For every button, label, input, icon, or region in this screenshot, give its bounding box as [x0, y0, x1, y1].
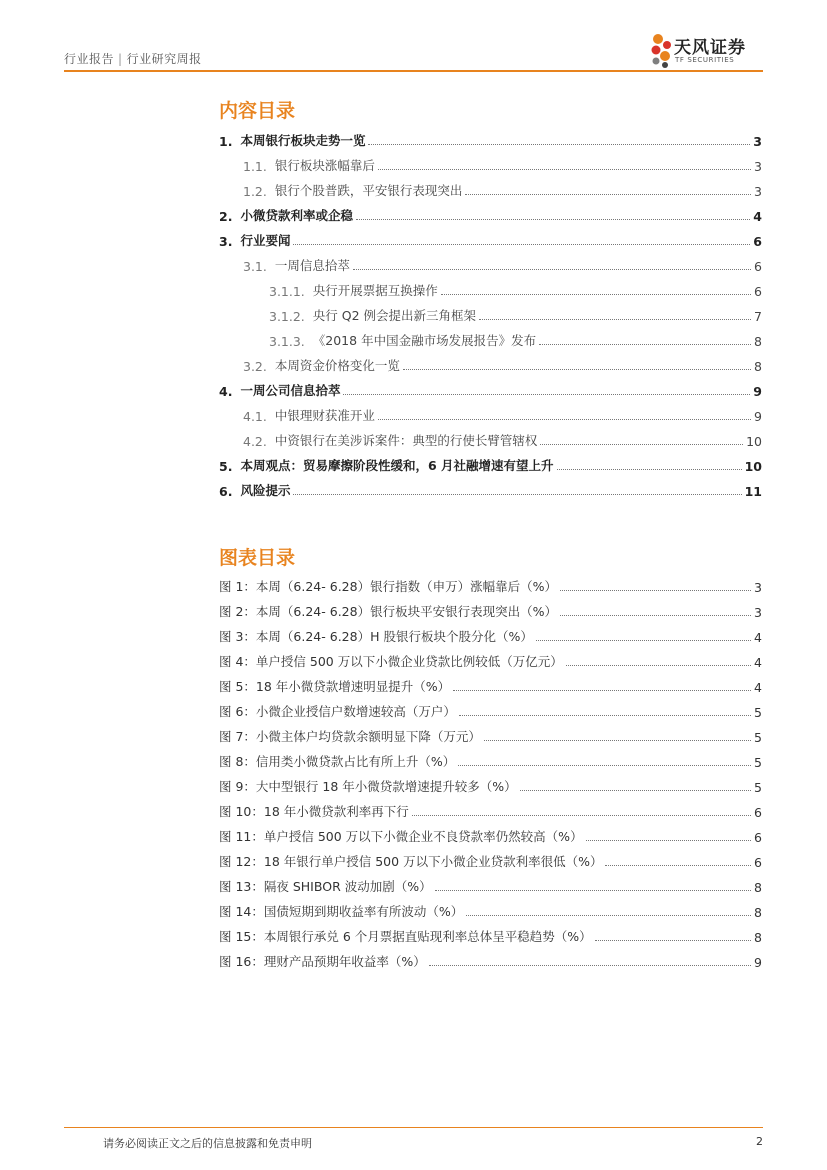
toc-entry-number: 3.2. — [243, 359, 267, 374]
toc-entry-page: 6 — [754, 284, 762, 299]
toc-entry-number: 1.2. — [243, 184, 267, 199]
toc-entry-page: 11 — [744, 484, 762, 499]
dot-leader — [566, 665, 751, 666]
dot-leader — [435, 890, 751, 891]
toc-entry-title: 《2018 年中国金融市场发展报告》发布 — [312, 333, 537, 348]
toc-entry-number: 3. — [219, 234, 233, 249]
figure-entry-title: 图 10：18 年小微贷款利率再下行 — [219, 804, 409, 819]
page-number: 2 — [756, 1135, 763, 1148]
toc-entry-page: 3 — [753, 134, 762, 149]
toc-entry-number: 4. — [219, 384, 233, 399]
figure-list — [219, 570, 762, 970]
toc-entry-title: 本周观点：贸易摩擦阶段性缓和，6 月社融增速有望上升 — [240, 458, 554, 473]
dot-leader — [343, 394, 750, 395]
toc-entry-page: 6 — [754, 259, 762, 274]
figure-entry[interactable] — [219, 620, 762, 645]
dot-leader — [458, 765, 751, 766]
dot-leader — [466, 915, 751, 916]
figure-entry[interactable] — [219, 595, 762, 620]
toc-entry-title: 央行开展票据互换操作 — [312, 283, 438, 298]
figure-entry[interactable] — [219, 870, 762, 895]
figure-entry-title: 图 15：本周银行承兑 6 个月票据直贴现利率总体呈平稳趋势（%） — [219, 929, 592, 944]
disclaimer-text: 请务必阅读正文之后的信息披露和免责申明 — [103, 1137, 312, 1150]
figure-entry-title: 图 2：本周（6.24- 6.28）银行板块平安银行表现突出（%） — [219, 604, 557, 619]
dot-leader — [520, 790, 751, 791]
figure-entry-title: 图 5：18 年小微贷款增速明显提升（%） — [219, 679, 451, 694]
toc-entry-number: 4.1. — [243, 409, 267, 424]
toc-entry-page: 8 — [754, 359, 762, 374]
toc-list — [219, 124, 762, 499]
figure-entry-title: 图 14：国债短期到期收益率有所波动（%） — [219, 904, 464, 919]
toc-entry-title: 中资银行在美涉诉案件：典型的行使长臂管辖权 — [274, 433, 538, 448]
figure-entry-page: 5 — [754, 780, 762, 795]
figure-entry[interactable] — [219, 720, 762, 745]
toc-entry-title: 本周银行板块走势一览 — [240, 133, 366, 148]
toc-entry-page: 6 — [753, 234, 762, 249]
dot-leader — [539, 344, 751, 345]
toc-entry-page: 9 — [753, 384, 762, 399]
toc-entry[interactable] — [219, 374, 762, 399]
dot-leader — [484, 740, 751, 741]
figure-entry[interactable] — [219, 645, 762, 670]
toc-entry[interactable] — [219, 399, 762, 424]
figure-entry-title: 图 4：单户授信 500 万以下小微企业贷款比例较低（万亿元） — [219, 654, 563, 669]
figure-entry-title: 图 11：单户授信 500 万以下小微企业不良贷款率仍然较高（%） — [219, 829, 583, 844]
toc-entry-title: 一周信息拾萃 — [274, 258, 350, 273]
figure-entry-page: 6 — [754, 855, 762, 870]
figure-entry-title: 图 16：理财产品预期年收益率（%） — [219, 954, 426, 969]
toc-entry[interactable] — [219, 149, 762, 174]
dot-leader — [293, 244, 750, 245]
dot-leader — [353, 269, 751, 270]
dot-leader — [595, 940, 751, 941]
dot-leader — [557, 469, 742, 470]
toc-entry-number: 2. — [219, 209, 233, 224]
toc-entry-page: 3 — [754, 184, 762, 199]
dot-leader — [479, 319, 751, 320]
dot-leader — [378, 419, 751, 420]
figure-entry-title: 图 12：18 年银行单户授信 500 万以下小微企业贷款利率很低（%） — [219, 854, 603, 869]
figure-entry[interactable] — [219, 670, 762, 695]
toc-entry[interactable] — [219, 249, 762, 274]
figure-entry[interactable] — [219, 570, 762, 595]
figure-entry-page: 3 — [754, 605, 762, 620]
toc-entry-page: 9 — [754, 409, 762, 424]
toc-entry-page: 10 — [744, 459, 762, 474]
toc-entry[interactable] — [219, 324, 762, 349]
toc-entry-number: 3.1.1. — [269, 284, 305, 299]
toc-entry-page: 4 — [753, 209, 762, 224]
figure-entry[interactable] — [219, 895, 762, 920]
brand-subtitle: TF SECURITIES — [675, 56, 735, 64]
dot-leader — [378, 169, 751, 170]
toc-entry-number: 1.1. — [243, 159, 267, 174]
toc-entry[interactable] — [219, 124, 762, 149]
toc-entry-number: 3.1.3. — [269, 334, 305, 349]
toc-entry-number: 4.2. — [243, 434, 267, 449]
figure-entry-page: 4 — [754, 655, 762, 670]
toc-entry-title: 一周公司信息拾萃 — [240, 383, 341, 398]
figure-entry-page: 8 — [754, 880, 762, 895]
toc-entry-number: 3.1.2. — [269, 309, 305, 324]
figure-entry-title: 图 6：小微企业授信户数增速较高（万户） — [219, 704, 456, 719]
dot-leader — [293, 494, 741, 495]
toc-entry[interactable] — [219, 349, 762, 374]
toc-entry-title: 银行个股普跌，平安银行表现突出 — [274, 183, 463, 198]
header-separator: | — [118, 52, 123, 66]
figure-entry-title: 图 13：隔夜 SHIBOR 波动加剧（%） — [219, 879, 432, 894]
dot-leader — [441, 294, 751, 295]
dot-leader — [403, 369, 751, 370]
toc-entry[interactable] — [219, 174, 762, 199]
toc-entry-title: 风险提示 — [240, 483, 291, 498]
figure-entry-page: 9 — [754, 955, 762, 970]
figure-entry-title: 图 1：本周（6.24- 6.28）银行指数（申万）涨幅靠后（%） — [219, 579, 557, 594]
figure-entry[interactable] — [219, 945, 762, 970]
dot-leader — [560, 590, 751, 591]
toc-entry[interactable] — [219, 424, 762, 449]
dot-leader — [560, 615, 751, 616]
toc-entry-number: 6. — [219, 484, 233, 499]
toc-entry-page: 3 — [754, 159, 762, 174]
figure-entry-page: 6 — [754, 830, 762, 845]
figure-entry-page: 8 — [754, 930, 762, 945]
figure-entry[interactable] — [219, 845, 762, 870]
figure-entry-page: 6 — [754, 805, 762, 820]
toc-entry-title: 中银理财获准开业 — [274, 408, 375, 423]
toc-entry-number: 5. — [219, 459, 233, 474]
toc-title: 内容目录 — [219, 100, 296, 122]
header-divider — [64, 70, 763, 72]
dot-leader — [368, 144, 750, 145]
report-type-label — [64, 50, 202, 67]
toc-entry-title: 央行 Q2 例会提出新三角框架 — [312, 308, 477, 323]
figure-entry[interactable] — [219, 695, 762, 720]
figure-entry[interactable] — [219, 820, 762, 845]
dot-leader — [459, 715, 751, 716]
report-subcategory: 行业研究周报 — [126, 52, 202, 66]
figure-entry-title: 图 8：信用类小微贷款占比有所上升（%） — [219, 754, 456, 769]
figure-entry-title: 图 3：本周（6.24- 6.28）H 股银行板块个股分化（%） — [219, 629, 533, 644]
dot-leader — [586, 840, 751, 841]
toc-entry-number: 1. — [219, 134, 233, 149]
figure-entry[interactable] — [219, 745, 762, 770]
figure-entry-page: 8 — [754, 905, 762, 920]
toc-entry-page: 7 — [754, 309, 762, 324]
figure-entry-page: 4 — [754, 680, 762, 695]
dot-leader — [605, 865, 751, 866]
dot-leader — [540, 444, 743, 445]
figure-entry-page: 4 — [754, 630, 762, 645]
footer-divider — [64, 1127, 763, 1128]
toc-entry[interactable] — [219, 224, 762, 249]
toc-entry-title: 小微贷款利率或企稳 — [240, 208, 353, 223]
brand-name: 天风证券 — [674, 38, 746, 58]
figure-entry-page: 3 — [754, 580, 762, 595]
toc-entry-title: 银行板块涨幅靠后 — [274, 158, 375, 173]
figure-entry-page: 5 — [754, 755, 762, 770]
figure-entry-page: 5 — [754, 705, 762, 720]
toc-entry[interactable] — [219, 474, 762, 499]
toc-entry-title: 行业要闻 — [240, 233, 291, 248]
toc-entry[interactable] — [219, 199, 762, 224]
figure-list-title: 图表目录 — [219, 547, 296, 569]
toc-entry-title: 本周资金价格变化一览 — [274, 358, 400, 373]
toc-entry[interactable] — [219, 274, 762, 299]
toc-entry-number: 3.1. — [243, 259, 267, 274]
dot-leader — [465, 194, 751, 195]
dot-leader — [536, 640, 751, 641]
toc-entry[interactable] — [219, 299, 762, 324]
toc-entry[interactable] — [219, 449, 762, 474]
toc-entry-page: 8 — [754, 334, 762, 349]
toc-entry-page: 10 — [746, 434, 762, 449]
figure-entry-page: 5 — [754, 730, 762, 745]
dot-leader — [429, 965, 751, 966]
report-category: 行业报告 — [64, 52, 115, 66]
dot-leader — [356, 219, 750, 220]
figure-entry[interactable] — [219, 770, 762, 795]
dot-leader — [453, 690, 751, 691]
figure-entry-title: 图 7：小微主体户均贷款余额明显下降（万元） — [219, 729, 481, 744]
figure-entry-title: 图 9：大中型银行 18 年小微贷款增速提升较多（%） — [219, 779, 517, 794]
figure-entry[interactable] — [219, 795, 762, 820]
dot-leader — [412, 815, 751, 816]
figure-entry[interactable] — [219, 920, 762, 945]
